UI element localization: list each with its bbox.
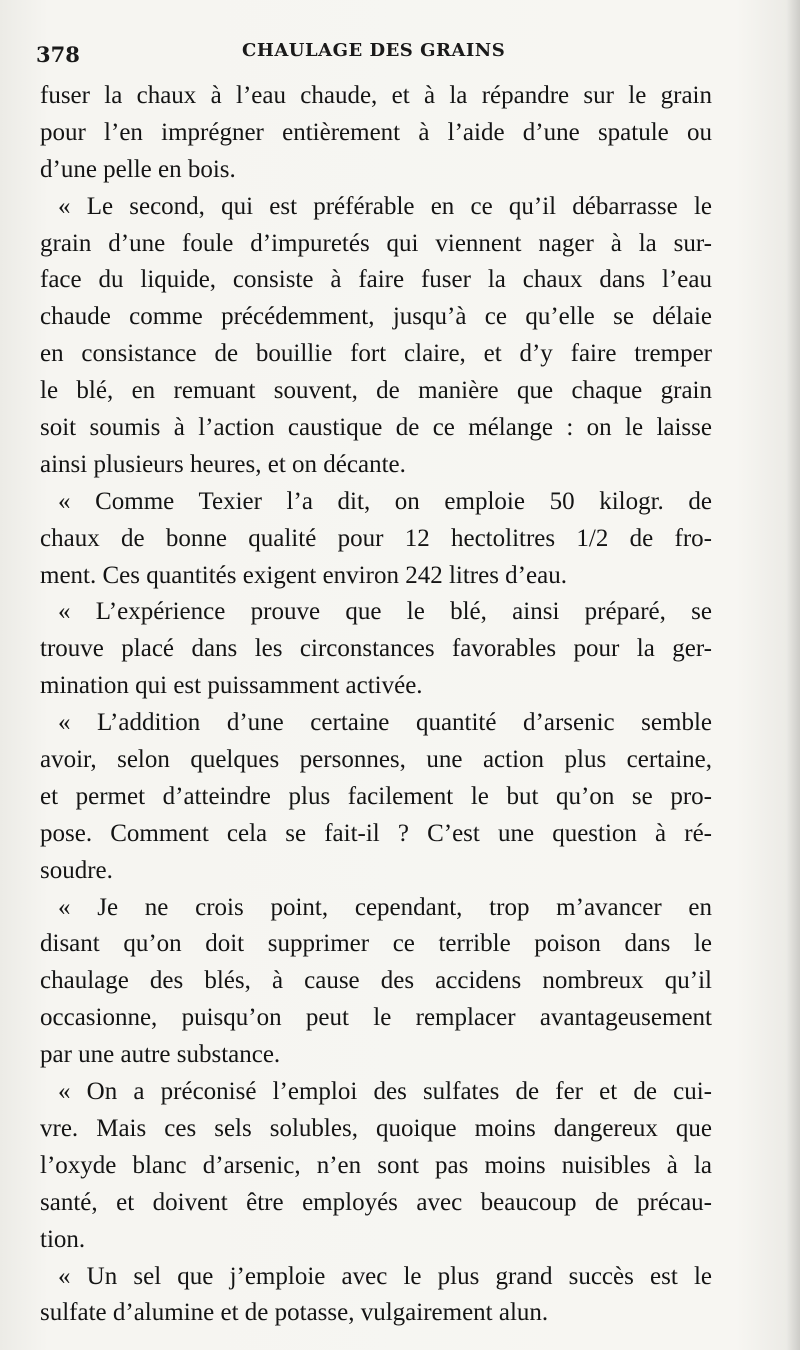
page-edge-shadow — [786, 0, 800, 1350]
text-line: pour l’en imprégner entièrement à l’aide d’une spatule ou — [40, 118, 712, 146]
text-line: d’une pelle en bois. — [40, 155, 236, 183]
text-line: « Je ne crois point, cependant, trop m’avancer en — [58, 893, 712, 921]
text-line: santé, et doivent être employés avec beaucoup de précau- — [40, 1188, 712, 1216]
text-line: vre. Mais ces sels solubles, quoique moins dangereux que — [40, 1114, 712, 1142]
text-line: « Le second, qui est préférable en ce qu’il débarrasse le — [58, 192, 712, 220]
page-number: 378 — [36, 42, 80, 67]
text-line: chaude comme précédemment, jusqu’à ce qu’elle se délaie — [40, 303, 712, 331]
text-line: tion. — [40, 1225, 86, 1253]
text-line: ment. Ces quantités exigent environ 242 litres d’eau. — [40, 561, 567, 589]
text-line: disant qu’on doit supprimer ce terrible poison dans le — [40, 930, 712, 958]
text-line: soit soumis à l’action caustique de ce mélange : on le laisse — [40, 414, 712, 442]
text-line: face du liquide, consiste à faire fuser la chaux dans l’eau — [40, 266, 712, 294]
text-line: soudre. — [40, 856, 113, 884]
text-line: « L’addition d’une certaine quantité d’arsenic semble — [58, 709, 712, 737]
text-line: occasionne, puisqu’on peut le remplacer avantageusement — [40, 1004, 712, 1032]
text-line: « Comme Texier l’a dit, on emploie 50 kilogr. de — [58, 487, 712, 515]
text-line: grain d’une foule d’impuretés qui viennent nager à la sur- — [40, 229, 712, 257]
body-text — [40, 78, 712, 1332]
text-line: l’oxyde blanc d’arsenic, n’en sont pas moins nuisibles à la — [40, 1151, 712, 1179]
text-line: ainsi plusieurs heures, et on décante. — [40, 450, 406, 478]
text-line: le blé, en remuant souvent, de manière que chaque grain — [40, 377, 712, 405]
text-line: fuser la chaux à l’eau chaude, et à la répandre sur le grain — [40, 82, 712, 109]
text-line: mination qui est puissamment activée. — [40, 672, 423, 700]
text-line: sulfate d’alumine et de potasse, vulgairement alun. — [40, 1299, 549, 1327]
text-line: « On a préconisé l’emploi des sulfates de fer et de cui- — [58, 1078, 712, 1106]
text-line: chaux de bonne qualité pour 12 hectolitres 1/2 de fro- — [40, 524, 712, 552]
text-line: et permet d’atteindre plus facilement le but qu’on se pro- — [40, 782, 712, 810]
text-line: pose. Comment cela se fait-il ? C’est une question à ré- — [40, 819, 712, 847]
text-line: en consistance de bouillie fort claire, et d’y faire tremper — [40, 340, 712, 368]
text-line: par une autre substance. — [40, 1041, 281, 1069]
text-line: chaulage des blés, à cause des accidens nombreux qu’il — [40, 967, 712, 995]
text-line: avoir, selon quelques personnes, une action plus certaine, — [40, 746, 712, 774]
page-header — [36, 36, 726, 70]
text-line: « Un sel que j’emploie avec le plus grand succès est le — [58, 1262, 712, 1290]
text-line: « L’expérience prouve que le blé, ainsi préparé, se — [58, 598, 712, 626]
text-line: trouve placé dans les circonstances favorables pour la ger- — [40, 635, 712, 663]
running-title: CHAULAGE DES GRAINS — [242, 40, 506, 61]
